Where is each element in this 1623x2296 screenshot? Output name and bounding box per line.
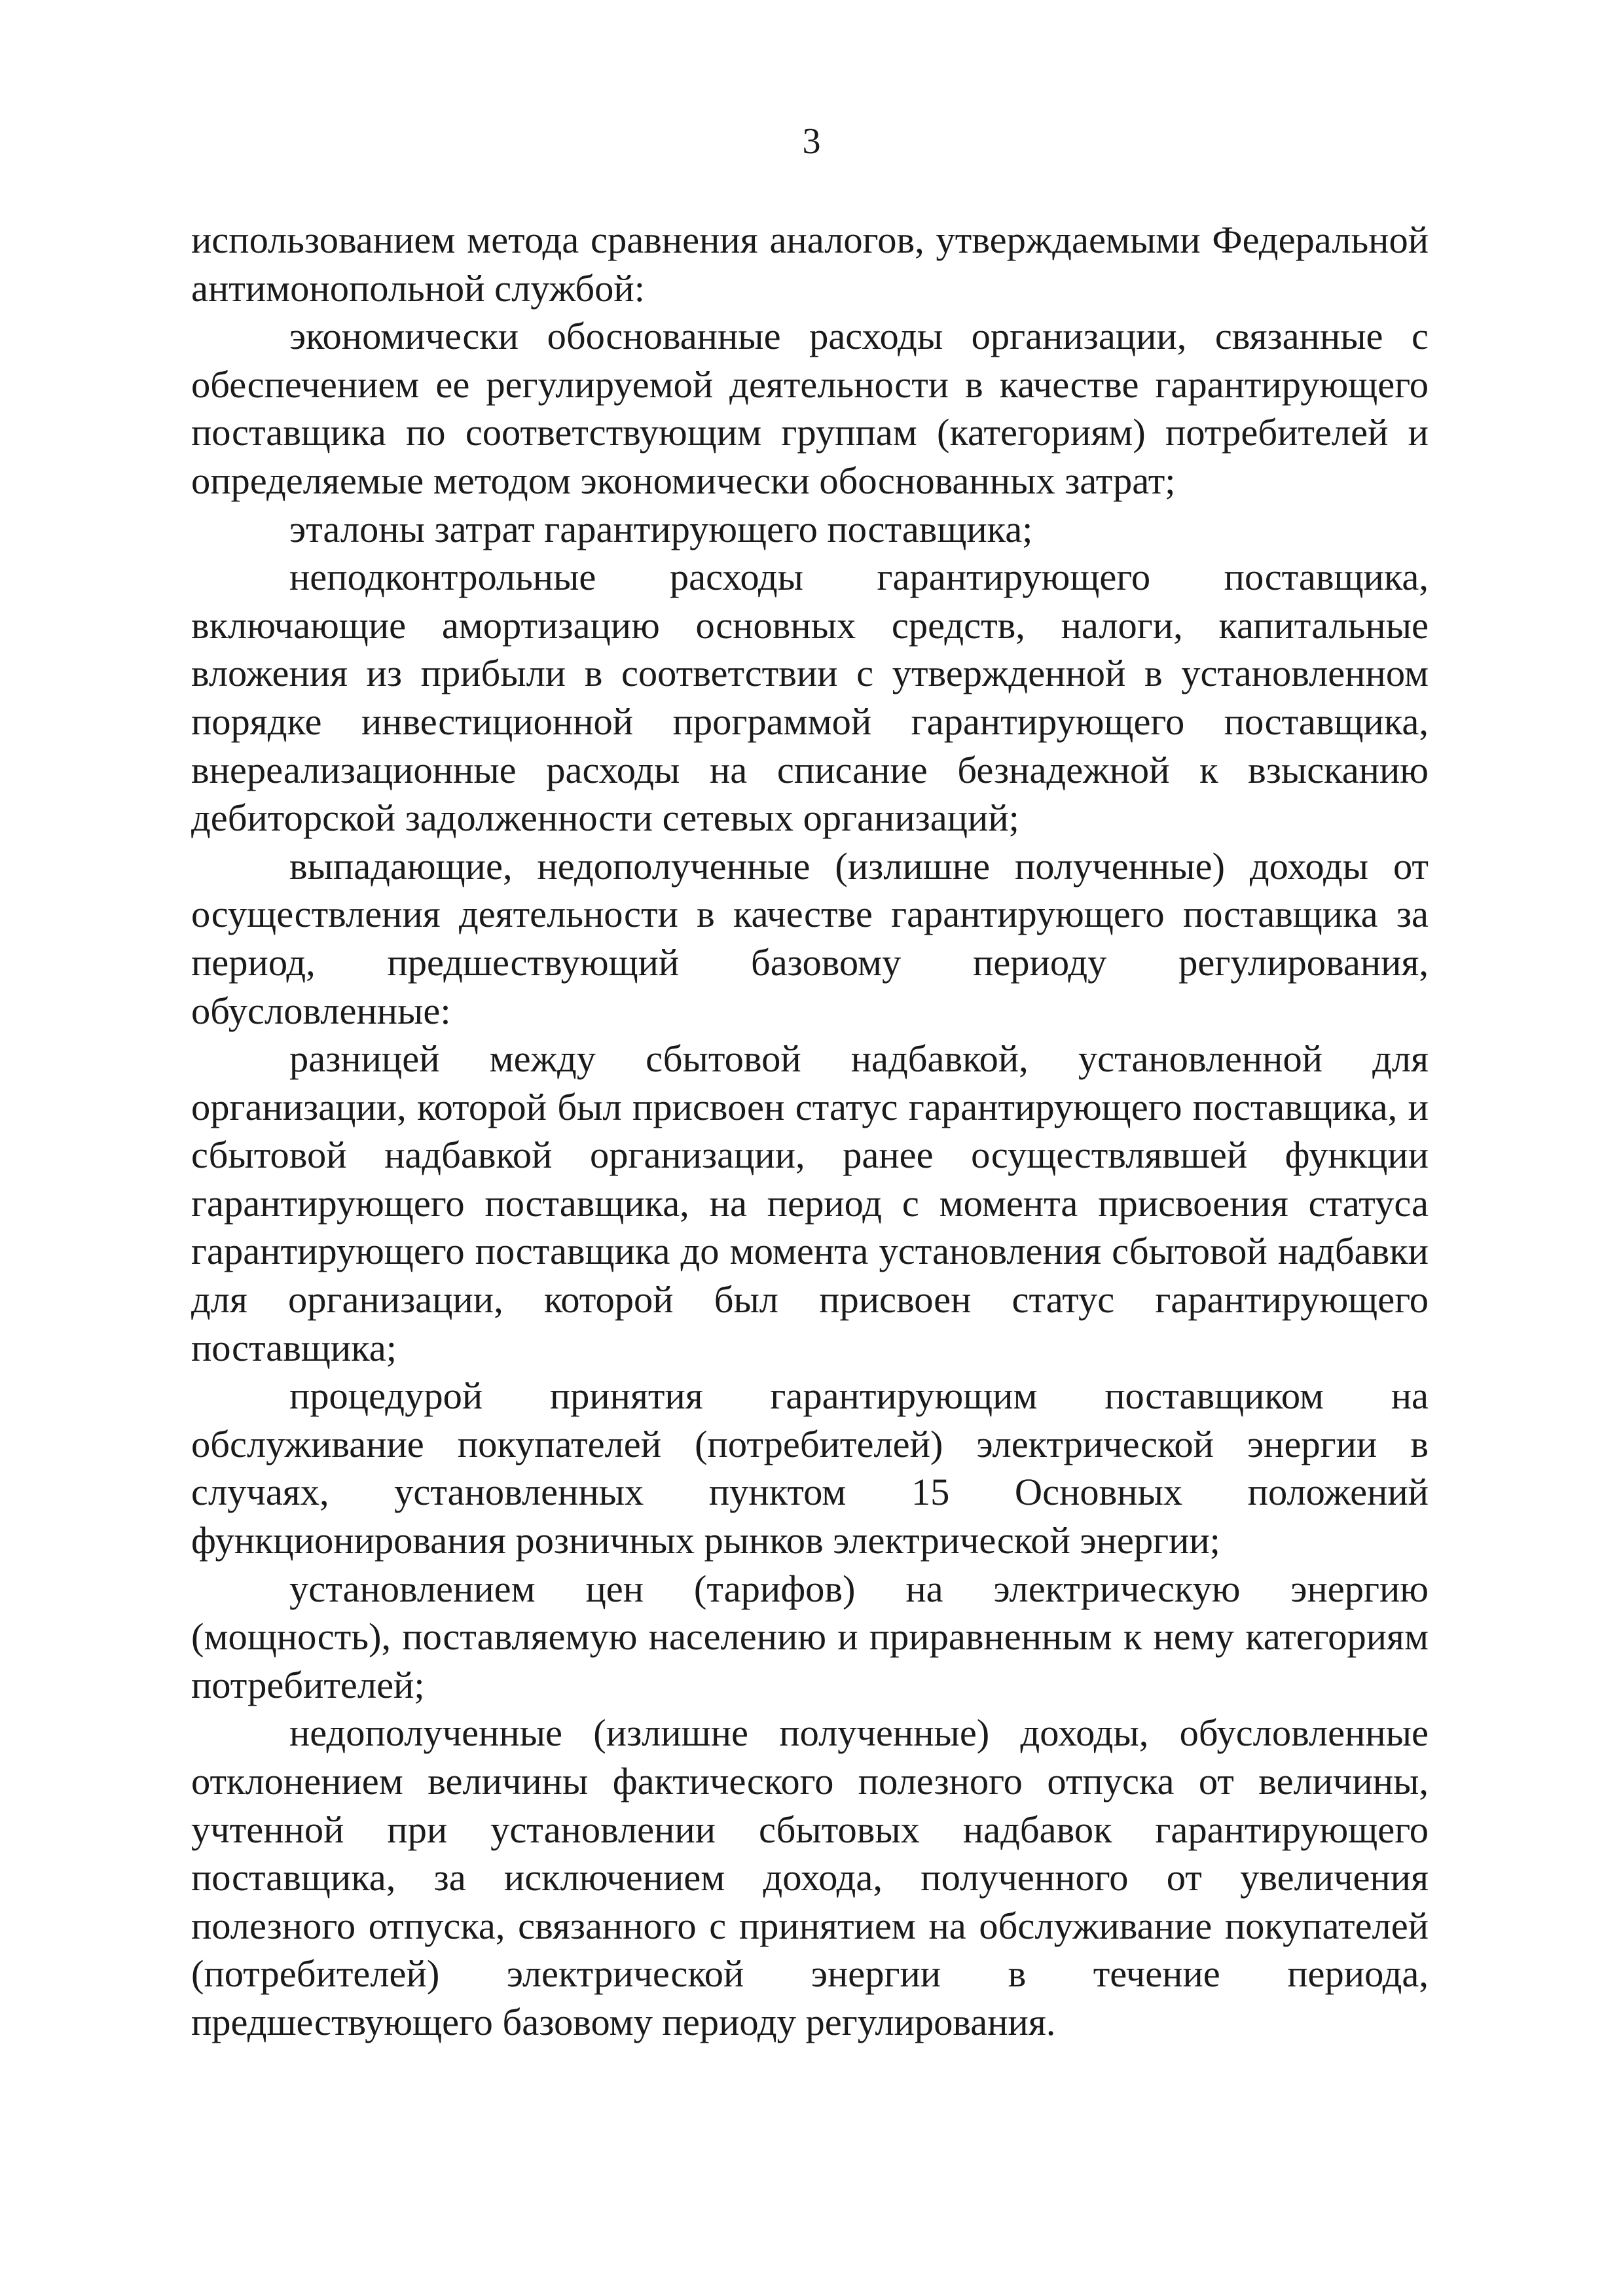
paragraph-7: процедурой принятия гарантирующим поставщиком на обслуживание покупателей (потребителей) электрической энергии в случаях, установленных пунктом 15 Основных положений функционирования розничных рынков электрической энергии; [191, 1374, 1429, 1562]
page-number: 3 [802, 121, 821, 162]
paragraph-5: выпадающие, недополученные (излишне полученные) доходы от осуществления деятельности в качестве гарантирующего поставщика за период, предшествующий базовому периоду регулирования, обусловленные: [191, 844, 1429, 1032]
paragraph-9: недополученные (излишне полученные) доходы, обусловленные отклонением величины фактического полезного отпуска от величины, учтенной при установлении сбытовых надбавок гарантирующего поставщика, за исключением дохода, полученного от увеличения полезного отпуска, связанного с принятием на обслуживание покупателей (потребителей) электрической энергии в течение периода, предшествующего базовому периоду регулирования. [191, 1712, 1429, 2043]
document-body [191, 216, 1429, 2047]
paragraph-6: разницей между сбытовой надбавкой, установленной для организации, которой был присвоен статус гарантирующего поставщика, и сбытовой надбавкой организации, ранее осуществлявшей функции гарантирующего поставщика, на период с момента присвоения статуса гарантирующего поставщика до момента установления сбытовой надбавки для организации, которой был присвоен статус гарантирующего поставщика; [191, 1037, 1429, 1369]
paragraph-1: использованием метода сравнения аналогов, утверждаемыми Федеральной антимонопольной службой: [191, 219, 1429, 310]
paragraph-4: неподконтрольные расходы гарантирующего поставщика, включающие амортизацию основных средств, налоги, капитальные вложения из прибыли в соответствии с утвержденной в установленном порядке инвестиционной программой гарантирующего поставщика, внереализационные расходы на списание безнадежной к взысканию дебиторской задолженности сетевых организаций; [191, 556, 1429, 840]
paragraph-8: установлением цен (тарифов) на электрическую энергию (мощность), поставляемую населению и приравненным к нему категориям потребителей; [191, 1567, 1429, 1706]
paragraph-3: эталоны затрат гарантирующего поставщика; [289, 507, 1033, 550]
paragraph-2: экономически обоснованные расходы организации, связанные с обеспечением ее регулируемой деятельности в качестве гарантирующего поставщика по соответствующим группам (категориям) потребителей и определяемые методом экономически обоснованных затрат; [191, 315, 1429, 502]
